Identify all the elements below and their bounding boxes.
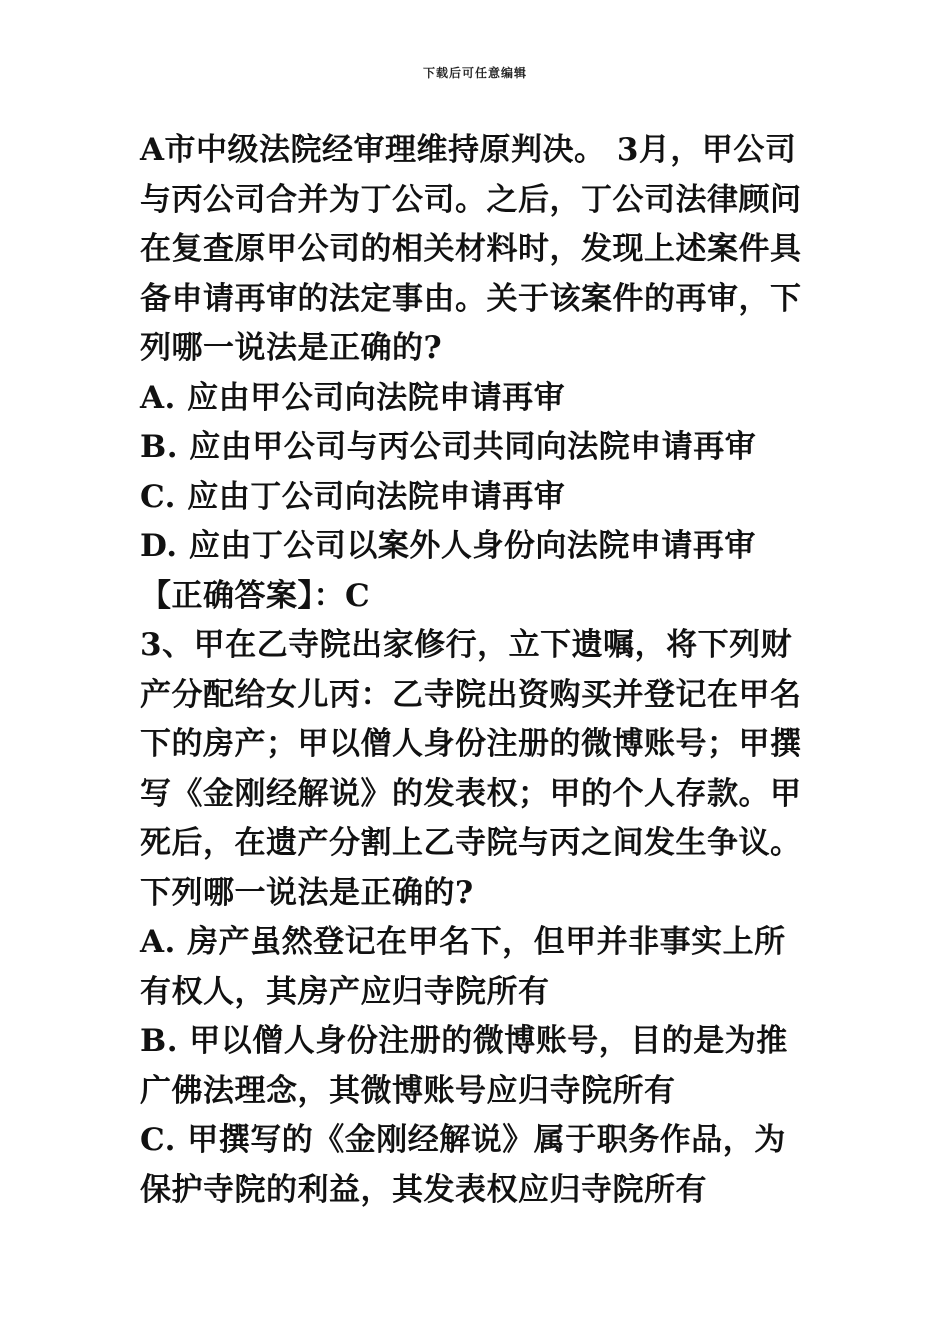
page-header: 下载后可任意编辑 bbox=[422, 66, 527, 80]
text-line: 在复查原甲公司的相关材料时，发现上述案件具 bbox=[140, 231, 802, 267]
text-line: 备申请再审的法定事由。关于该案件的再审，下 bbox=[140, 280, 802, 317]
text-line: A市中级法院经审理维持原判决。 3月，甲公司 bbox=[140, 132, 797, 168]
option-a-continued: 有权人，其房产应归寺院所有 bbox=[140, 973, 550, 1010]
option-d: D. 应由丁公司以案外人身份向法院申请再审 bbox=[140, 528, 756, 564]
text-line: 死后，在遗产分割上乙寺院与丙之间发生争议。 bbox=[140, 825, 802, 861]
text-line: 下的房产；甲以僧人身份注册的微博账号；甲撰 bbox=[140, 726, 802, 762]
text-line: 产分配给女儿丙：乙寺院出资购买并登记在甲名 bbox=[140, 676, 802, 713]
option-b-continued: 广佛法理念，其微博账号应归寺院所有 bbox=[140, 1072, 676, 1109]
option-c: C. 甲撰写的《金刚经解说》属于职务作品，为 bbox=[140, 1122, 786, 1158]
option-b: B. 应由甲公司与丙公司共同向法院申请再审 bbox=[140, 429, 757, 465]
question-prompt: 列哪一说法是正确的? bbox=[140, 330, 443, 366]
option-a: A. 房产虽然登记在甲名下，但甲并非事实上所 bbox=[140, 924, 786, 960]
question-prompt: 下列哪一说法是正确的? bbox=[140, 874, 474, 911]
document-body bbox=[140, 126, 820, 1215]
correct-answer: 【正确答案】：C bbox=[140, 577, 371, 614]
text-line: 与丙公司合并为丁公司。之后，丁公司法律顾问 bbox=[140, 181, 802, 218]
text-line: 写《金刚经解说》的发表权；甲的个人存款。甲 bbox=[140, 775, 802, 812]
option-c-continued: 保护寺院的利益，其发表权应归寺院所有 bbox=[140, 1171, 707, 1208]
option-a: A. 应由甲公司向法院申请再审 bbox=[140, 379, 566, 416]
option-b: B. 甲以僧人身份注册的微博账号，目的是为推 bbox=[140, 1023, 788, 1059]
text-line: 3、甲在乙寺院出家修行，立下遗嘱，将下列财 bbox=[140, 627, 793, 663]
option-c: C. 应由丁公司向法院申请再审 bbox=[140, 478, 566, 515]
